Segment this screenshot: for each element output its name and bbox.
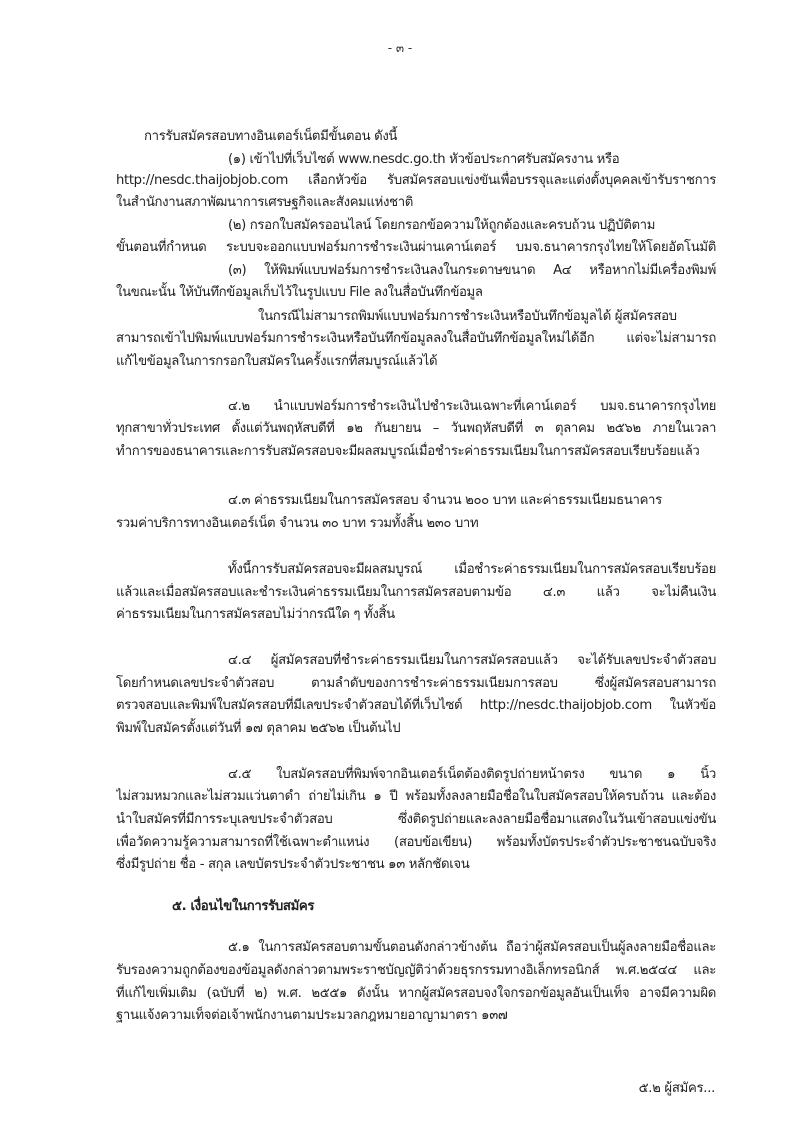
fee-note-line-3: ค่าธรรมเนียมในการสมัครสอบไม่ว่ากรณีใด ๆ ทั้งสิ้น	[116, 607, 395, 622]
section-5-1-line-1: ๕.๑ ในการสมัครสอบตามขั้นตอนดังกล่าวข้างต้น ถือว่าผู้สมัครสอบเป็นผู้ลงลายมือชื่อและ	[228, 940, 716, 955]
section-4-5-line-5: ซึ่งมีรูปถ่าย ชื่อ - สกุล เลขบัตรประจำตัวประชาชน ๑๓ หลักชัดเจน	[116, 857, 470, 872]
section-5-heading: ๕. เงื่อนไขในการรับสมัคร	[172, 899, 315, 914]
section-4-4-line-4: พิมพ์ใบสมัครตั้งแต่วันที่ ๑๗ ตุลาคม ๒๕๖๒ เป็นต้นไป	[116, 721, 401, 736]
section-4-2-line-2: ทุกสาขาทั่วประเทศ ตั้งแต่วันพฤหัสบดีที่ ๑๒ กันยายน – วันพฤหัสบดีที่ ๓ ตุลาคม ๒๕๖๒ ภายในเวลา	[116, 421, 716, 436]
intro-line: การรับสมัครสอบทางอินเตอร์เน็ตมีขั้นตอน ดังนี้	[144, 129, 398, 144]
step-3-line-1: (๓) ให้พิมพ์แบบฟอร์มการชำระเงินลงในกระดาษขนาด A๔ หรือหากไม่มีเครื่องพิมพ์	[228, 263, 716, 278]
continuation-note: ๕.๒ ผู้สมัคร...	[638, 1081, 715, 1096]
step-1-line-2: http://nesdc.thaijobjob.com เลือกหัวข้อ รับสมัครสอบแข่งขันเพื่อบรรจุและแต่งตั้งบุคคลเข้ารับราชการ	[116, 173, 716, 188]
fee-note-line-1: ทั้งนี้การรับสมัครสอบจะมีผลสมบูรณ์ เมื่อชำระค่าธรรมเนียมในการสมัครสอบเรียบร้อย	[228, 562, 716, 577]
step-1-line-3: ในสำนักงานสภาพัฒนาการเศรษฐกิจและสังคมแห่งชาติ	[116, 195, 413, 210]
note-line-3: แก้ไขข้อมูลในการกรอกใบสมัครในครั้งแรกที่สมบูรณ์แล้วได้	[116, 354, 438, 369]
section-4-4-line-2: โดยกำหนดเลขประจำตัวสอบ ตามลำดับของการชำระค่าธรรมเนียมการสอบ ซึ่งผู้สมัครสอบสามารถ	[116, 676, 716, 691]
section-4-5-line-3: นำใบสมัครที่มีการระบุเลขประจำตัวสอบ ซึ่งติดรูปถ่ายและลงลายมือชื่อมาแสดงในวันเข้าสอบแข่งขัน	[116, 812, 716, 827]
section-4-3-line-2: รวมค่าบริการทางอินเตอร์เน็ต จำนวน ๓๐ บาท รวมทั้งสิ้น ๒๓๐ บาท	[116, 516, 479, 531]
step-2-line-1: (๒) กรอกใบสมัครออนไลน์ โดยกรอกข้อความให้ถูกต้องและครบถ้วน ปฏิบัติตาม	[228, 218, 656, 233]
step-1-line-1: (๑) เข้าไปที่เว็บไซต์ www.nesdc.go.th หัวข้อประกาศรับสมัครงาน หรือ	[228, 152, 620, 167]
section-5-1-line-3: ที่แก้ไขเพิ่มเติม (ฉบับที่ ๒) พ.ศ. ๒๕๕๑ ดังนั้น หากผู้สมัครสอบจงใจกรอกข้อมูลอันเป็นเท็จ อาจมีความผิด	[116, 986, 716, 1001]
section-4-3-line-1: ๔.๓ ค่าธรรมเนียมในการสมัครสอบ จำนวน ๒๐๐ บาท และค่าธรรมเนียมธนาคาร	[228, 493, 662, 508]
section-5-1-line-2: รับรองความถูกต้องของข้อมูลดังกล่าวตามพระราชบัญญัติว่าด้วยธุรกรรมทางอิเล็กทรอนิกส์ พ.ศ.๒๕๔๔ และ	[116, 963, 716, 978]
fee-note-line-2: แล้วและเมื่อสมัครสอบและชำระเงินค่าธรรมเนียมในการสมัครสอบตามข้อ ๔.๓ แล้ว จะไม่คืนเงิน	[116, 585, 716, 600]
note-line-2: สามารถเข้าไปพิมพ์แบบฟอร์มการชำระเงินหรือบันทึกข้อมูลลงในสื่อบันทึกข้อมูลใหม่ได้อีก แต่จะไม่สามารถ	[116, 331, 716, 346]
section-4-4-line-3: ตรวจสอบและพิมพ์ใบสมัครสอบที่มีเลขประจำตัวสอบได้ที่เว็บไซต์ http://nesdc.thaijobjob.com ในหัวข้อ	[116, 698, 716, 713]
section-4-5-line-4: เพื่อวัดความรู้ความสามารถที่ใช้เฉพาะตำแหน่ง (สอบข้อเขียน) พร้อมทั้งบัตรประจำตัวประชาชนฉบับจริง	[116, 835, 716, 850]
page-number: - ๓ -	[387, 41, 413, 55]
section-4-2-line-1: ๔.๒ นำแบบฟอร์มการชำระเงินไปชำระเงินเฉพาะที่เคาน์เตอร์ บมจ.ธนาคารกรุงไทย	[228, 399, 716, 414]
section-5-1-line-4: ฐานแจ้งความเท็จต่อเจ้าพนักงานตามประมวลกฎหมายอาญามาตรา ๑๓๗	[116, 1008, 508, 1023]
note-line-1: ในกรณีไม่สามารถพิมพ์แบบฟอร์มการชำระเงินหรือบันทึกข้อมูลได้ ผู้สมัครสอบ	[258, 309, 677, 324]
section-4-2-line-3: ทำการของธนาคารและการรับสมัครสอบจะมีผลสมบูรณ์เมื่อชำระค่าธรรมเนียมในการสมัครสอบเรียบร้อยแล้ว	[116, 444, 700, 459]
section-4-5-line-2: ไม่สวมหมวกและไม่สวมแว่นตาดำ ถ่ายไม่เกิน ๑ ปี พร้อมทั้งลงลายมือชื่อในใบสมัครสอบให้ครบถ้วน และต้อง	[116, 789, 716, 804]
section-4-5-line-1: ๔.๕ ใบสมัครสอบที่พิมพ์จากอินเตอร์เน็ตต้องติดรูปถ่ายหน้าตรง ขนาด ๑ นิ้ว	[228, 767, 716, 782]
section-4-4-line-1: ๔.๔ ผู้สมัครสอบที่ชำระค่าธรรมเนียมในการสมัครสอบแล้ว จะได้รับเลขประจำตัวสอบ	[228, 653, 716, 668]
step-2-line-2: ขั้นตอนที่กำหนด ระบบจะออกแบบฟอร์มการชำระเงินผ่านเคาน์เตอร์ บมจ.ธนาคารกรุงไทยให้โดยอัตโนมัติ	[116, 240, 716, 255]
step-3-line-2: ในขณะนั้น ให้บันทึกข้อมูลเก็บไว้ในรูปแบบ File ลงในสื่อบันทึกข้อมูล	[116, 285, 483, 300]
